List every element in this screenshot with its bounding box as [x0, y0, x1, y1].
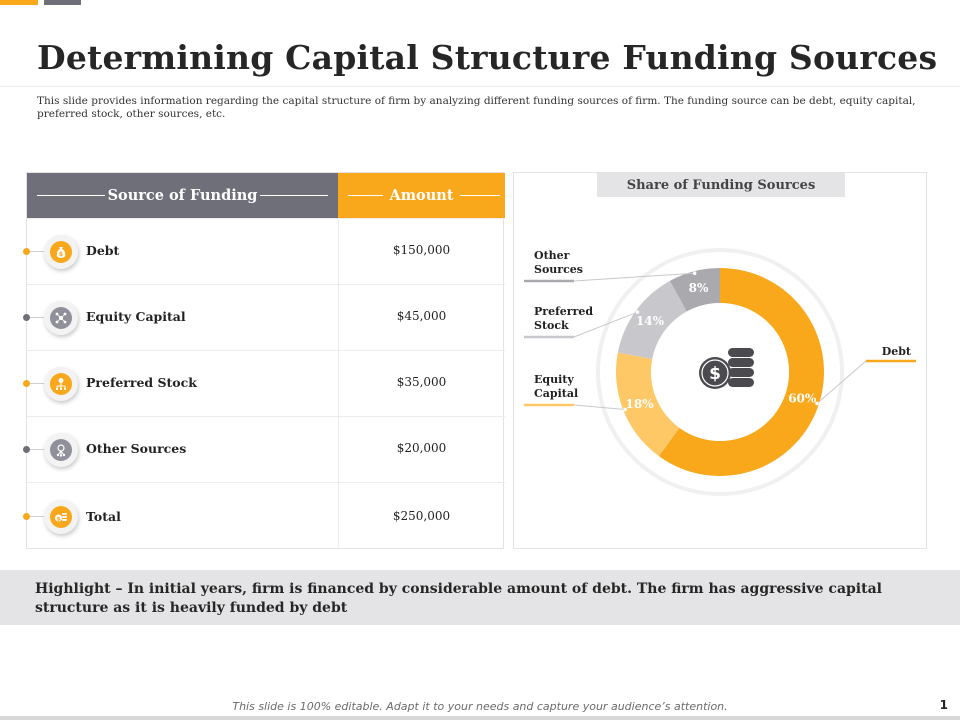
table-header: [27, 173, 505, 218]
row-connector: [30, 516, 44, 517]
chart-title: Share of Funding Sources: [597, 173, 845, 197]
row-label: Other Sources: [86, 441, 187, 456]
top-accent-orange: [0, 0, 38, 5]
row-label: Preferred Stock: [86, 375, 197, 390]
row-connector: [30, 251, 44, 252]
callout-category-label: Equity Capital: [534, 373, 579, 400]
share-nodes-icon: [44, 433, 78, 467]
network-people-icon: [44, 301, 78, 335]
header-rule-right: [260, 195, 328, 196]
money-bag-icon: [44, 235, 78, 269]
highlight-box: Highlight – In initial years, firm is financed by considerable amount of debt. The firm has aggressive capital structure as it is heavily funded by debt: [0, 570, 960, 625]
donut-value-label: 8%: [688, 281, 709, 296]
row-label: Equity Capital: [86, 309, 186, 324]
row-bullet-dot: [23, 248, 30, 255]
header-source-label: Source of Funding: [107, 187, 258, 204]
svg-text:$: $: [56, 516, 61, 523]
header-amount-label: Amount: [389, 187, 454, 204]
row-bullet-dot: [23, 446, 30, 453]
title-divider: [0, 86, 960, 87]
donut-chart: [514, 173, 928, 550]
callout-category-label: Other Sources: [534, 249, 583, 276]
funding-table: [26, 172, 504, 549]
slide-description: This slide provides information regarding the capital structure of firm by analyzing different funding sources of firm. The funding source can be debt, equity capital, preferred stock, other sources, etc.: [37, 95, 916, 120]
row-label: Total: [86, 509, 121, 524]
row-connector: [30, 317, 44, 318]
row-amount: $45,000: [396, 309, 447, 323]
row-connector: [30, 383, 44, 384]
donut-value-label: 18%: [625, 396, 654, 411]
row-bullet-dot: [23, 314, 30, 321]
hierarchy-dollar-icon: [44, 367, 78, 401]
header-source-of-funding: [27, 173, 338, 218]
top-accent-gray: [44, 0, 81, 5]
coins-icon: [44, 500, 78, 534]
row-amount: $150,000: [392, 243, 451, 257]
header-amount: [338, 173, 505, 218]
row-bullet-dot: [23, 513, 30, 520]
row-amount: $250,000: [392, 509, 451, 523]
callout-category-label: Preferred Stock: [534, 305, 594, 332]
donut-value-label: 14%: [635, 314, 665, 329]
bottom-bar: [0, 716, 960, 720]
table-row: [27, 350, 505, 416]
table-row: [27, 482, 505, 549]
footer-note: This slide is 100% editable. Adapt it to your needs and capture your audience’s attention.: [232, 700, 728, 713]
callout-category-label: Debt: [881, 345, 911, 358]
donut-value-label: 60%: [788, 391, 817, 406]
svg-text:$: $: [58, 251, 64, 258]
row-amount: $20,000: [396, 441, 447, 455]
row-connector: [30, 449, 44, 450]
row-amount: $35,000: [396, 375, 447, 389]
table-row: [27, 218, 505, 284]
page-title: Determining Capital Structure Funding Sources: [37, 38, 938, 77]
callout-anchor-dot: [693, 271, 697, 275]
row-label: Debt: [86, 243, 120, 258]
header-rule-left: [37, 195, 105, 196]
page-number: 1: [939, 698, 948, 712]
donut-chart-panel: [513, 172, 927, 549]
row-bullet-dot: [23, 380, 30, 387]
svg-text:$: $: [709, 364, 721, 384]
table-row: [27, 416, 505, 482]
header-amount-rule-right: [460, 195, 500, 196]
header-amount-rule-left: [348, 195, 383, 196]
table-row: [27, 284, 505, 350]
